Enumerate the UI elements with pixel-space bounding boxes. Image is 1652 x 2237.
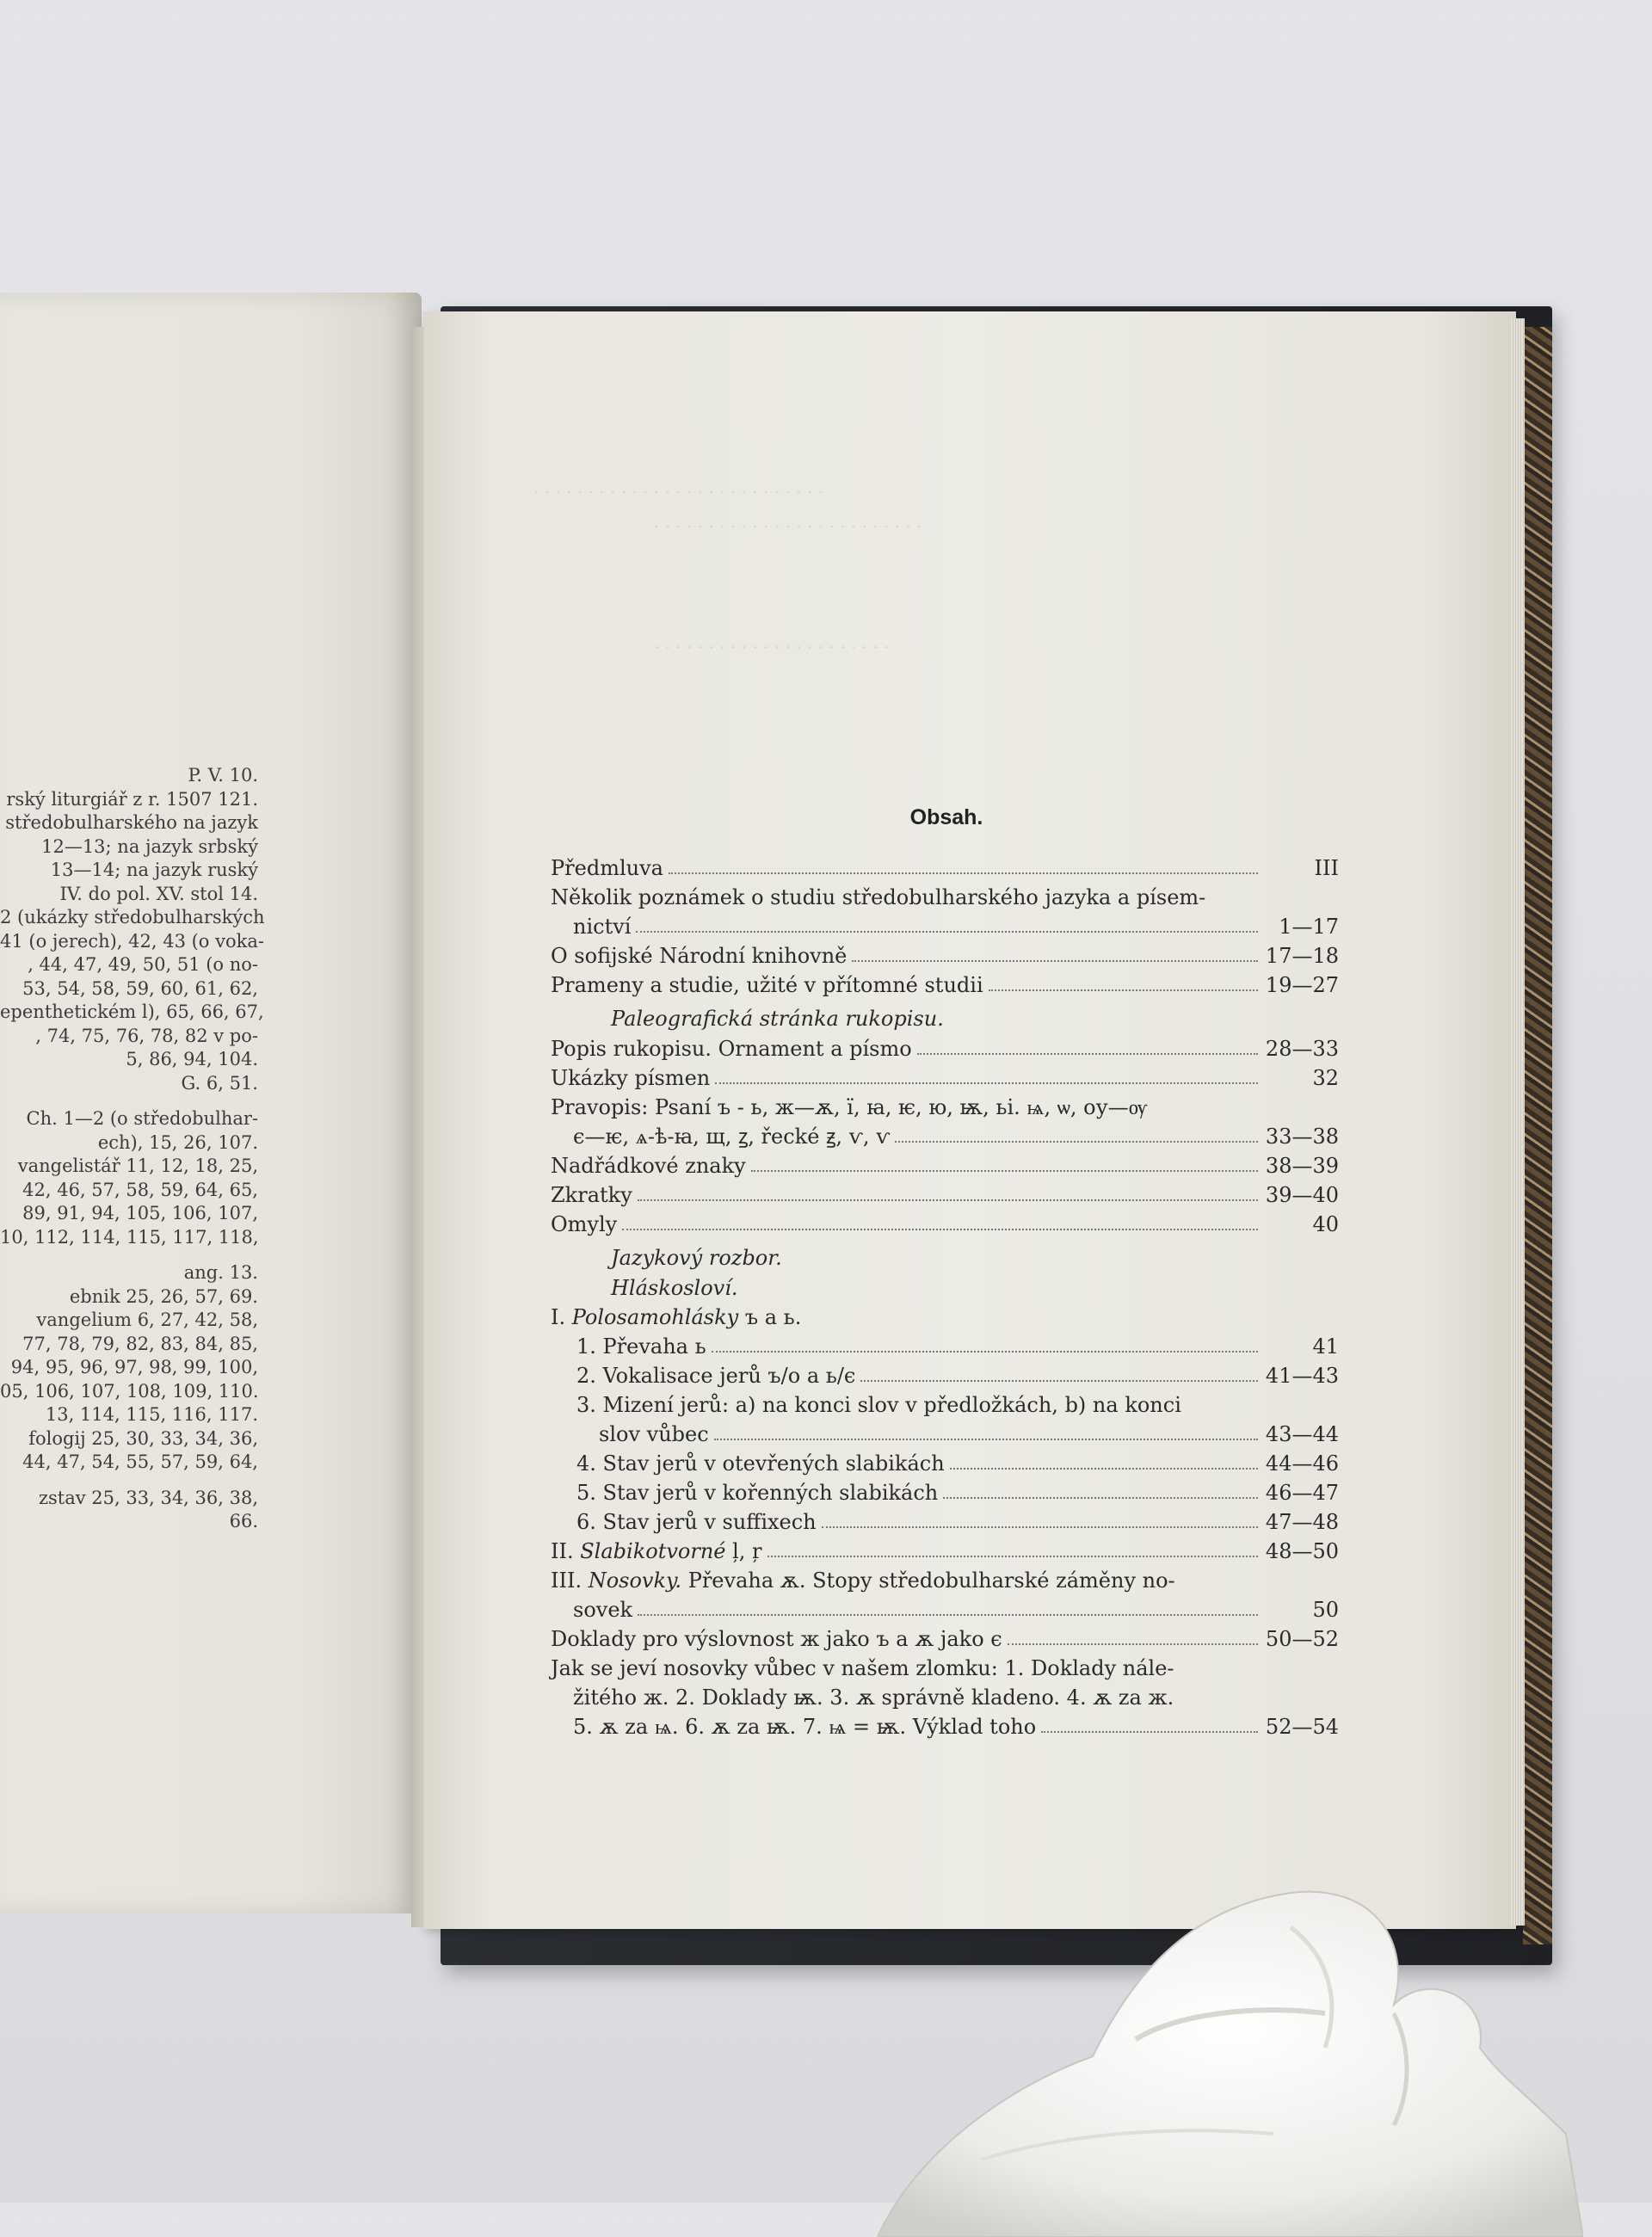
dot-leader [712,1350,1258,1353]
dot-leader [638,1199,1258,1201]
left-page-line: 66. [229,1511,258,1531]
toc-page-number: 46—47 [1265,1481,1339,1505]
toc-entry-label: Pravopis: Psaní ъ - ь, ж—ѫ, ї, ꙗ, ѥ, ю, ѭ, ьі. ѩ, ѡ, оу—ѹ [551,1095,1147,1119]
toc-entry-label: Předmluva [551,856,663,880]
toc-page-number: 41—43 [1265,1364,1339,1388]
left-page-line: vangelium 6, 27, 42, 58, [36,1310,258,1330]
toc-entry-label: Ukázky písmen [551,1066,711,1090]
left-page-line: Ch. 1—2 (o středobulhar- [26,1108,258,1129]
toc-entry-label: 6. Stav jerů v suffixech [576,1510,817,1534]
left-page-line: 44, 47, 54, 55, 57, 59, 64, [22,1451,258,1472]
left-page-line: IV. do pol. XV. stol 14. [59,883,258,904]
toc-page-number: 28—33 [1265,1037,1339,1061]
toc-page-number: 40 [1312,1212,1339,1236]
dot-leader [622,1228,1258,1230]
left-page-line: ang. 13. [183,1262,258,1283]
toc-entry [551,1332,1339,1361]
dot-leader [943,1496,1258,1499]
toc-section-heading: Paleografická stránka rukopisu. [611,1007,944,1031]
left-page-line: středobulharského na jazyk [5,812,258,833]
toc-entry-label: Několik poznámek o studiu středobulharského jazyka a písem- [551,885,1206,909]
left-page-line: fologij 25, 30, 33, 34, 36, [28,1427,258,1449]
toc-entry [551,971,1339,1000]
dot-leader [852,959,1258,962]
toc-entry-label: 5. Stav jerů v kořenných slabikách [576,1481,939,1505]
toc-entry-label: O sofijské Národní knihovně [551,944,848,968]
left-page-line: 13—14; na jazyk ruský [50,860,258,880]
toc-entry-continuation [551,1683,1339,1712]
dot-leader [767,1555,1258,1557]
toc-entry-label: 2. Vokalisace jerů ъ/о a ь/є [576,1364,856,1388]
toc-page-number: 39—40 [1265,1183,1339,1207]
toc-entry-continuation [551,912,1339,941]
left-page-line: 2 (ukázky středobulharských [0,907,265,927]
dot-leader [950,1467,1258,1470]
toc-entry [551,854,1339,883]
left-page-line: 12—13; na jazyk srbský [41,835,258,857]
toc-entry [551,1180,1339,1210]
toc-entry [551,1093,1339,1122]
left-page-line: G. 6, 51. [181,1072,258,1094]
left-page-line: , 74, 75, 76, 78, 82 v po- [35,1025,258,1046]
toc-entry-label: Jak se jeví nosovky vůbec v našem zlomku: 1. Doklady nále- [551,1656,1174,1680]
toc-page-number: 50 [1312,1598,1339,1622]
toc-page-number: 47—48 [1265,1510,1339,1534]
left-page-line: 41 (o jerech), 42, 43 (o voka- [0,930,264,952]
dot-leader [917,1052,1258,1055]
left-page-line: 05, 106, 107, 108, 109, 110. [0,1380,259,1402]
left-page-line: P. V. 10. [188,765,258,786]
toc-entry [551,1034,1339,1063]
toc-entry [551,883,1339,912]
dot-leader [1008,1642,1258,1645]
toc-entry-label: sovek [573,1598,633,1622]
toc-page-number: 41 [1312,1334,1339,1359]
dot-leader [638,1613,1258,1616]
toc-page-number: 50—52 [1265,1627,1339,1651]
left-page-line: epenthetickém l), 65, 66, 67, [0,1001,264,1022]
dot-leader [895,1140,1258,1143]
left-page-line: 13, 114, 115, 116, 117. [45,1404,258,1425]
toc-page-number: III [1314,856,1339,880]
toc-page-number: 52—54 [1265,1715,1339,1739]
dot-leader [715,1082,1258,1084]
left-page-line: 77, 78, 79, 82, 83, 84, 85, [22,1333,258,1354]
toc-entry-label: 1. Převaha ь [576,1334,706,1359]
toc-section-heading: Hláskosloví. [611,1276,738,1300]
dot-leader [822,1525,1258,1528]
left-page-line: 89, 91, 94, 105, 106, 107, [22,1203,258,1223]
toc-entry-label: 4. Stav jerů v otevřených slabikách [576,1451,945,1476]
left-page-index-text [0,764,265,1534]
toc-page-number: 33—38 [1265,1125,1339,1149]
white-glove-hand [809,1876,1583,2237]
toc-entry-label: žitého ж. 2. Doklady ѭ. 3. ѫ správně kladeno. 4. ѫ za ж. [573,1685,1174,1710]
toc-page-number: 32 [1312,1066,1339,1090]
toc-page-number: 1—17 [1279,915,1339,939]
dot-leader [860,1379,1258,1382]
toc-entry-label: Omyly [551,1212,618,1236]
toc-entry-continuation [551,1712,1339,1741]
toc-entry-label: 3. Mizení jerů: a) na konci slov v předložkách, b) na konci [576,1393,1181,1417]
toc-page-number: 48—50 [1265,1539,1339,1563]
left-page-line: 53, 54, 58, 59, 60, 61, 62, [22,977,258,999]
show-through-text: · · · · · · · · · · · · · · · · · · · · · · [654,637,890,657]
toc-entry [551,941,1339,971]
toc-entry-label: 5. ѫ za ѩ. 6. ѫ za ѭ. 7. ѩ = ѭ. Výklad toho [573,1715,1037,1739]
dot-leader [751,1169,1258,1172]
toc-entry [551,1361,1339,1390]
dot-leader [669,872,1258,874]
dot-leader [1041,1730,1258,1733]
toc-page-number: 38—39 [1265,1154,1339,1178]
toc-chapter: I. Polosamohlásky ъ a ь. [551,1305,802,1329]
dot-leader [636,930,1258,933]
line-gap [0,1475,258,1487]
toc-page-number: 19—27 [1265,973,1339,997]
toc-entry [551,1063,1339,1093]
toc-section-heading: Jazykový rozbor. [611,1246,782,1270]
toc-entry [551,1151,1339,1180]
toc-entry [551,1390,1339,1420]
left-page-line: 94, 95, 96, 97, 98, 99, 100, [10,1357,258,1377]
toc-title: Obsah. [909,805,983,829]
left-page-line: ebnik 25, 26, 57, 69. [69,1285,258,1307]
dot-leader [989,989,1258,991]
left-page-line: , 44, 47, 49, 50, 51 (o no- [28,954,258,975]
toc-entry-label: nictví [573,915,632,939]
toc-entry [551,1624,1339,1654]
page-stack-edge [1511,318,1525,1926]
toc-entry [551,1478,1339,1507]
toc-chapter: II. Slabikotvorné ļ, ŗ 48—50 [551,1537,1339,1566]
toc-entry-label: Doklady pro výslovnost ж jako ъ a ѫ jako є [551,1627,1002,1651]
line-gap [0,1249,258,1261]
dot-leader [714,1438,1258,1440]
toc-entry-label: Zkratky [551,1183,632,1207]
table-of-contents [551,854,1339,1741]
show-through-text: · · · · · · · · · · · · · · · · · · · · · · · · · [654,516,922,537]
toc-entry [551,1654,1339,1683]
left-page-line: 42, 46, 57, 58, 59, 64, 65, [22,1179,258,1200]
toc-entry [551,1449,1339,1478]
left-page-line: rský liturgiář z r. 1507 121. [6,788,258,810]
toc-entry-continuation [551,1595,1339,1624]
toc-page-number: 17—18 [1265,944,1339,968]
toc-entry-label: є—ѥ, ѧ-ѣ-ꙗ, щ, ꙁ, řecké ꙃ, ѵ, ѵ [573,1125,891,1149]
toc-entry-label: Popis rukopisu. Ornament a písmo [551,1037,912,1061]
marbled-page-edge [1523,327,1552,1944]
toc-entry-label: slov vůbec [599,1422,709,1446]
left-page-line: vangelistář 11, 12, 18, 25, [17,1155,258,1176]
left-page-line: ech), 15, 26, 107. [97,1131,258,1153]
toc-entry-label: Nadřádkové znaky [551,1154,746,1178]
toc-entry-label: Prameny a studie, užité v přítomné studii [551,973,983,997]
toc-entry-continuation [551,1122,1339,1151]
toc-page-number: 43—44 [1265,1422,1339,1446]
toc-page-number: 44—46 [1265,1451,1339,1476]
line-gap [0,1095,258,1107]
left-page-line: 5, 86, 94, 104. [126,1049,258,1069]
left-page-line: 10, 112, 114, 115, 117, 118, [0,1226,259,1248]
show-through-text: · · · · · · · · · · · · · · · · · · · · · · · · · · · [533,482,823,502]
left-page [0,293,422,1913]
toc-chapter: III. Nosovky. Převaha ѫ. Stopy středobulharské záměny no- [551,1568,1175,1593]
toc-entry-continuation [551,1420,1339,1449]
toc-entry [551,1507,1339,1537]
toc-entry [551,1210,1339,1239]
left-page-line: zstav 25, 33, 34, 36, 38, [38,1487,258,1508]
